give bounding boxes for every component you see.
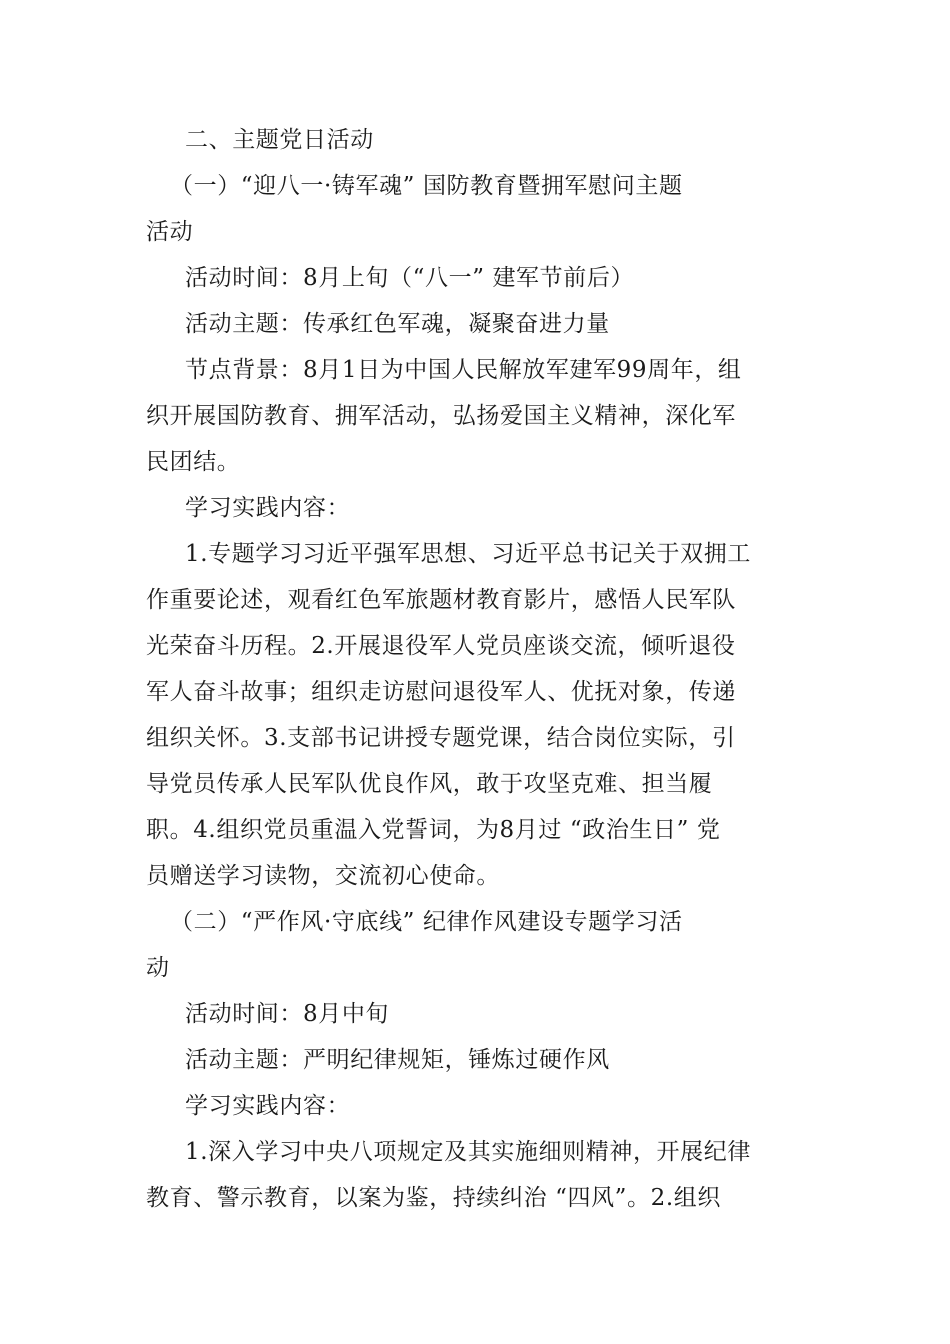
- background-line-3: 民团结。: [146, 449, 241, 475]
- content-label-2: 学习实践内容：: [185, 1093, 351, 1119]
- content-line-7: 职。4.组织党员重温入党誓词，为8月过 “政治生日” 党: [146, 817, 721, 843]
- content-line-5: 组织关怀。3.支部书记讲授专题党课，结合岗位实际，引: [146, 725, 736, 751]
- content-label-1: 学习实践内容：: [185, 495, 351, 521]
- subsection-heading-2: （二）“严作风·守底线” 纪律作风建设专题学习活: [170, 909, 683, 935]
- subsection-heading-1: （一）“迎八一·铸军魂” 国防教育暨拥军慰问主题: [170, 173, 683, 199]
- activity-time-1: 活动时间：8月上旬（“八一” 建军节前后）: [185, 265, 635, 291]
- section-heading: 二、主题党日活动: [185, 127, 374, 153]
- content-line-1: 1.专题学习习近平强军思想、习近平总书记关于双拥工: [185, 541, 751, 567]
- content-line-4: 军人奋斗故事；组织走访慰问退役军人、优抚对象，传递: [146, 679, 736, 705]
- subsection-heading-1-cont: 活动: [146, 219, 194, 245]
- content-line-2: 作重要论述，观看红色军旅题材教育影片，感悟人民军队: [146, 587, 736, 613]
- content-line-8: 员赠送学习读物，交流初心使命。: [146, 863, 500, 889]
- content-line-3: 光荣奋斗历程。2.开展退役军人党员座谈交流，倾听退役: [146, 633, 736, 659]
- background-line-2: 织开展国防教育、拥军活动，弘扬爱国主义精神，深化军: [146, 403, 736, 429]
- activity-time-2: 活动时间：8月中旬: [185, 1001, 390, 1027]
- activity-theme-2: 活动主题：严明纪律规矩，锤炼过硬作风: [185, 1047, 610, 1073]
- content-line-9: 1.深入学习中央八项规定及其实施细则精神，开展纪律: [185, 1139, 751, 1165]
- background-line-1: 节点背景：8月1日为中国人民解放军建军99周年，组: [185, 357, 742, 383]
- content-line-6: 导党员传承人民军队优良作风，敢于攻坚克难、担当履: [146, 771, 713, 797]
- content-line-10: 教育、警示教育，以案为鉴，持续纠治 “四风”。2.组织: [146, 1185, 721, 1211]
- subsection-heading-2-cont: 动: [146, 955, 170, 981]
- activity-theme-1: 活动主题：传承红色军魂，凝聚奋进力量: [185, 311, 610, 337]
